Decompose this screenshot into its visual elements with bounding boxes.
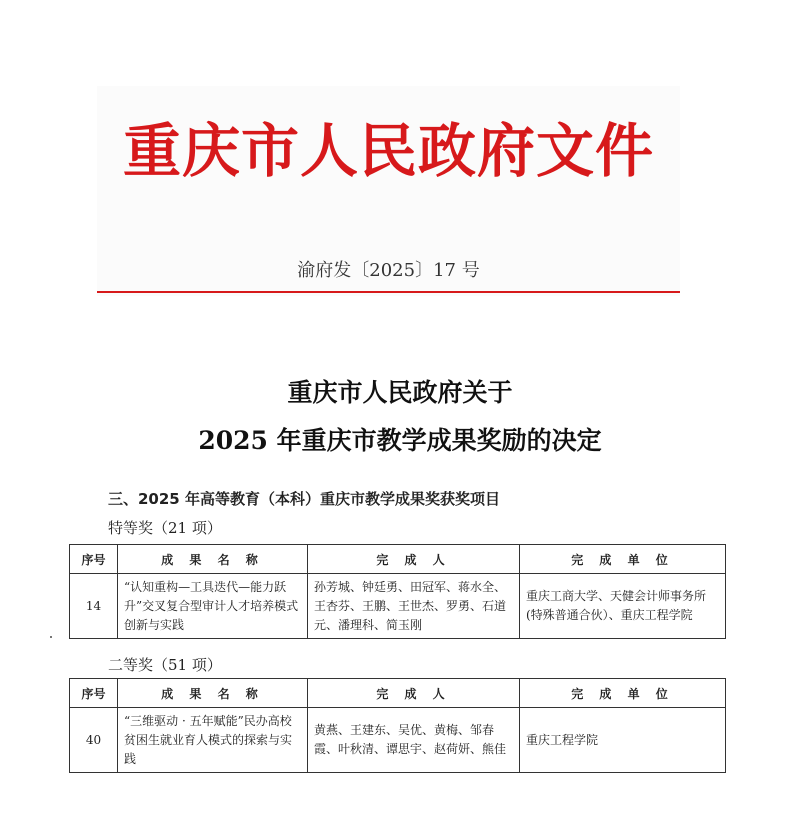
col-header-people: 完 成 人 bbox=[308, 679, 520, 708]
award-level-special: 特等奖（21 项） bbox=[108, 519, 222, 537]
cell-no: 14 bbox=[70, 574, 118, 639]
cell-name: “认知重构—工具迭代—能力跃升”交叉复合型审计人才培养模式创新与实践 bbox=[118, 574, 308, 639]
cell-org: 重庆工商大学、天健会计师事务所(特殊普通合伙）、重庆工程学院 bbox=[520, 574, 726, 639]
col-header-name: 成 果 名 称 bbox=[118, 545, 308, 574]
cell-org: 重庆工程学院 bbox=[520, 708, 726, 773]
table-row bbox=[70, 708, 726, 773]
document-number: 渝府发〔2025〕17 号 bbox=[297, 260, 480, 281]
col-header-org: 完 成 单 位 bbox=[520, 679, 726, 708]
stray-mark bbox=[50, 636, 52, 638]
award-table-special bbox=[69, 544, 726, 639]
col-header-org: 完 成 单 位 bbox=[520, 545, 726, 574]
document-title-line2: 2025 年重庆市教学成果奖励的决定 bbox=[198, 426, 602, 455]
col-header-people: 完 成 人 bbox=[308, 545, 520, 574]
agency-title: 重庆市人民政府文件 bbox=[122, 117, 654, 185]
cell-people: 孙芳城、钟廷勇、田冠军、蒋水全、王杏芬、王鹏、王世杰、罗勇、石道元、潘理科、简玉刚 bbox=[308, 574, 520, 639]
cell-people: 黄燕、王建东、吴优、黄梅、邹春霞、叶秋清、谭思宇、赵荷妍、熊佳 bbox=[308, 708, 520, 773]
col-header-no: 序号 bbox=[70, 545, 118, 574]
cell-name: “三维驱动 · 五年赋能”民办高校贫困生就业育人模式的探索与实践 bbox=[118, 708, 308, 773]
table-header-row bbox=[70, 679, 726, 708]
award-table-second bbox=[69, 678, 726, 773]
table-header-row bbox=[70, 545, 726, 574]
col-header-name: 成 果 名 称 bbox=[118, 679, 308, 708]
document-title-line1: 重庆市人民政府关于 bbox=[287, 378, 513, 407]
cell-no: 40 bbox=[70, 708, 118, 773]
section-heading: 三、2025 年高等教育（本科）重庆市教学成果奖获奖项目 bbox=[108, 490, 500, 508]
masthead bbox=[97, 86, 680, 296]
table-row bbox=[70, 574, 726, 639]
col-header-no: 序号 bbox=[70, 679, 118, 708]
red-divider bbox=[97, 291, 680, 293]
award-level-second: 二等奖（51 项） bbox=[108, 656, 222, 674]
